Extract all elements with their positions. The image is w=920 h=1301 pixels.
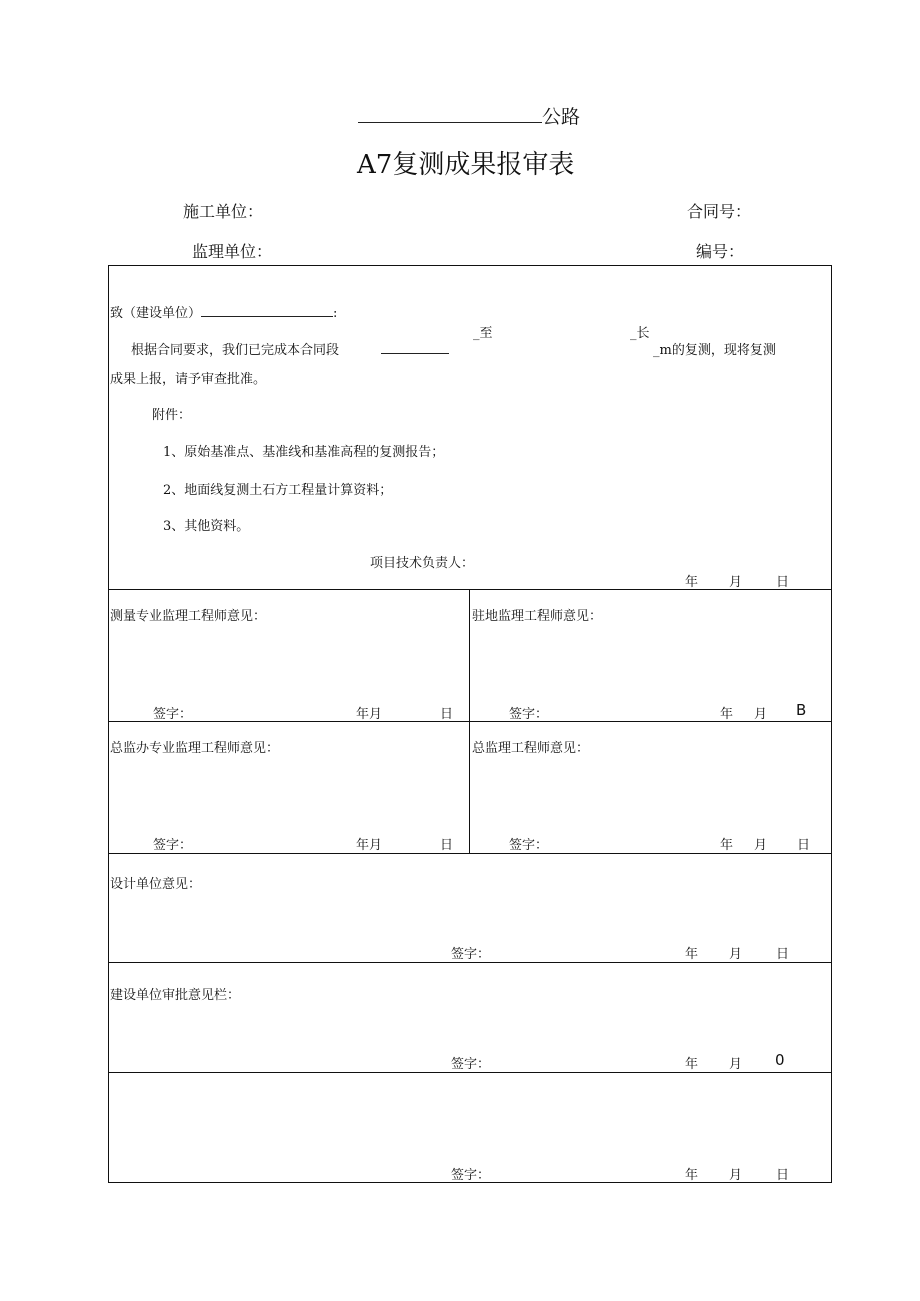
chief-date-month: 月 (754, 838, 768, 853)
station-from-to: _至 (473, 326, 493, 341)
survey-date-day: 日 (440, 707, 454, 722)
date-day: 日 (776, 575, 790, 590)
owner-date-month: 月 (729, 1057, 743, 1072)
addressee-line (110, 302, 337, 321)
owner-name-blank[interactable] (201, 302, 333, 317)
resident-date-year: 年 (720, 707, 734, 722)
row-divider (108, 962, 832, 963)
review-form-table (108, 265, 832, 1183)
date-year: 年 (685, 575, 699, 590)
row-divider (108, 1072, 832, 1073)
date-month: 月 (729, 575, 743, 590)
resident-engineer-opinion-label: 驻地监理工程师意见： (472, 609, 603, 624)
row-divider (108, 589, 832, 590)
attachment-item: 1、原始基准点、基准线和基准高程的复测报告； (163, 445, 445, 460)
design-date-year: 年 (685, 947, 699, 962)
section-length: _长 (630, 326, 650, 341)
row-divider (108, 853, 832, 854)
body-text-meters: _m的复测，现将复测 (653, 343, 776, 358)
resident-date-day: B (796, 701, 807, 719)
design-date-day: 日 (776, 947, 790, 962)
attachment-item: 3、其他资料。 (163, 519, 250, 534)
section-blank[interactable] (381, 339, 449, 354)
attachment-label: 附件： (152, 408, 192, 423)
design-unit-opinion-label: 设计单位意见： (110, 877, 202, 892)
chief-sign-label: 签字： (509, 838, 549, 853)
owner-date-day: 0 (775, 1051, 785, 1069)
design-sign-label: 签字： (451, 947, 491, 962)
addressee-colon: : (333, 306, 338, 321)
survey-sign-label: 签字： (153, 707, 193, 722)
chief-engineer-opinion-label: 总监理工程师意见： (472, 741, 590, 756)
road-suffix: 公路 (542, 106, 581, 128)
construction-unit-label: 施工单位： (183, 202, 264, 221)
chief-office-date-day: 日 (440, 838, 454, 853)
design-date-month: 月 (729, 947, 743, 962)
chief-office-engineer-opinion-label: 总监办专业监理工程师意见： (110, 741, 280, 756)
resident-date-month: 月 (754, 707, 768, 722)
survey-date-yearmonth: 年月 (356, 707, 383, 722)
serial-no-label: 编号： (696, 242, 745, 261)
chief-date-year: 年 (720, 838, 734, 853)
column-divider (469, 589, 470, 853)
chief-office-sign-label: 签字： (153, 838, 193, 853)
final-date-year: 年 (685, 1168, 699, 1183)
owner-approval-label: 建设单位审批意见栏： (110, 988, 241, 1003)
owner-date-year: 年 (685, 1057, 699, 1072)
tech-lead-label: 项目技术负责人： (370, 556, 475, 571)
body-text-line2: 成果上报，请予审查批准。 (110, 372, 267, 387)
attachment-item: 2、地面线复测土石方工程量计算资料； (163, 483, 393, 498)
survey-engineer-opinion-label: 测量专业监理工程师意见： (110, 609, 267, 624)
body-text-line1: 根据合同要求，我们已完成本合同段 (131, 343, 340, 358)
chief-date-day: 日 (797, 838, 811, 853)
resident-sign-label: 签字： (509, 707, 549, 722)
final-date-day: 日 (776, 1168, 790, 1183)
page-title: A7复测成果报审表 (357, 150, 575, 180)
contract-no-label: 合同号： (687, 202, 752, 221)
addressee-prefix: 致（建设单位） (110, 306, 202, 321)
owner-sign-label: 签字： (451, 1057, 491, 1072)
supervision-unit-label: 监理单位： (192, 242, 273, 261)
chief-office-date-yearmonth: 年月 (356, 838, 383, 853)
final-date-month: 月 (729, 1168, 743, 1183)
road-name-blank[interactable] (358, 104, 542, 123)
final-sign-label: 签字： (451, 1168, 491, 1183)
road-name-line (358, 102, 580, 129)
